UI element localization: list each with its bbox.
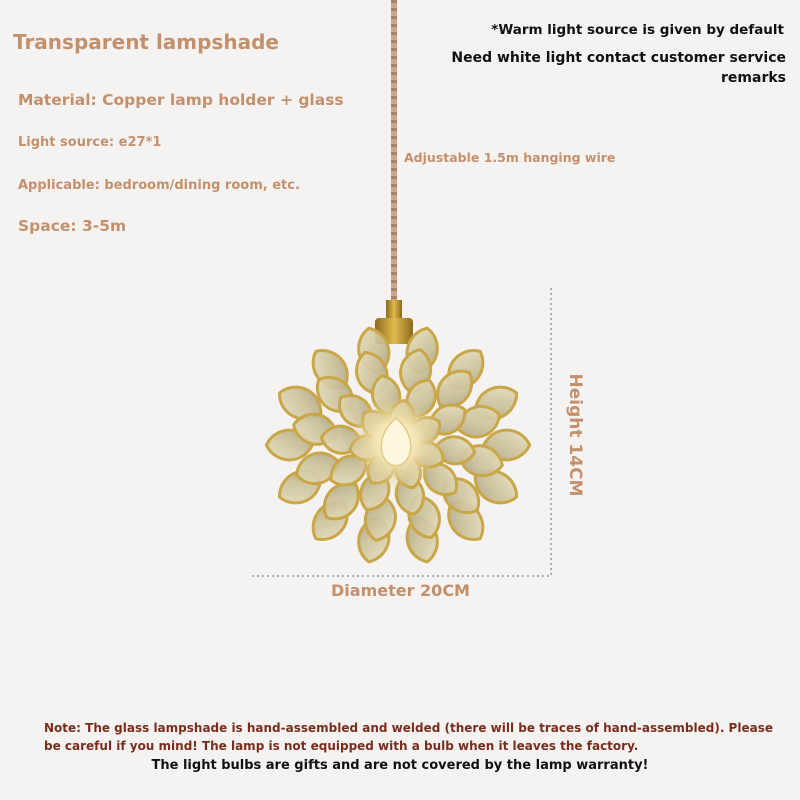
diameter-label: Diameter 20CM (331, 581, 470, 600)
spec-light-source: Light source: e27*1 (18, 135, 162, 150)
wire-label: Adjustable 1.5m hanging wire (404, 150, 616, 165)
product-title: Transparent lampshade (13, 30, 279, 54)
bulb-gift-note: The light bulbs are gifts and are not covered by the lamp warranty! (151, 758, 649, 773)
white-light-note: Need white light contact customer service remarks (451, 50, 786, 86)
spec-applicable: Applicable: bedroom/dining room, etc. (18, 178, 300, 193)
spec-material: Material: Copper lamp holder + glass (18, 91, 344, 109)
warm-light-note: *Warm light source is given by default (491, 22, 784, 38)
assembly-note: Note: The glass lampshade is hand-assembled and welded (there will be traces of hand-assembled). Please be careful if you mind! The lamp is not equipped with a bulb when it leaves the factory. (44, 721, 773, 753)
spec-space: Space: 3-5m (18, 217, 127, 235)
height-label: Height 14CM (565, 373, 585, 497)
